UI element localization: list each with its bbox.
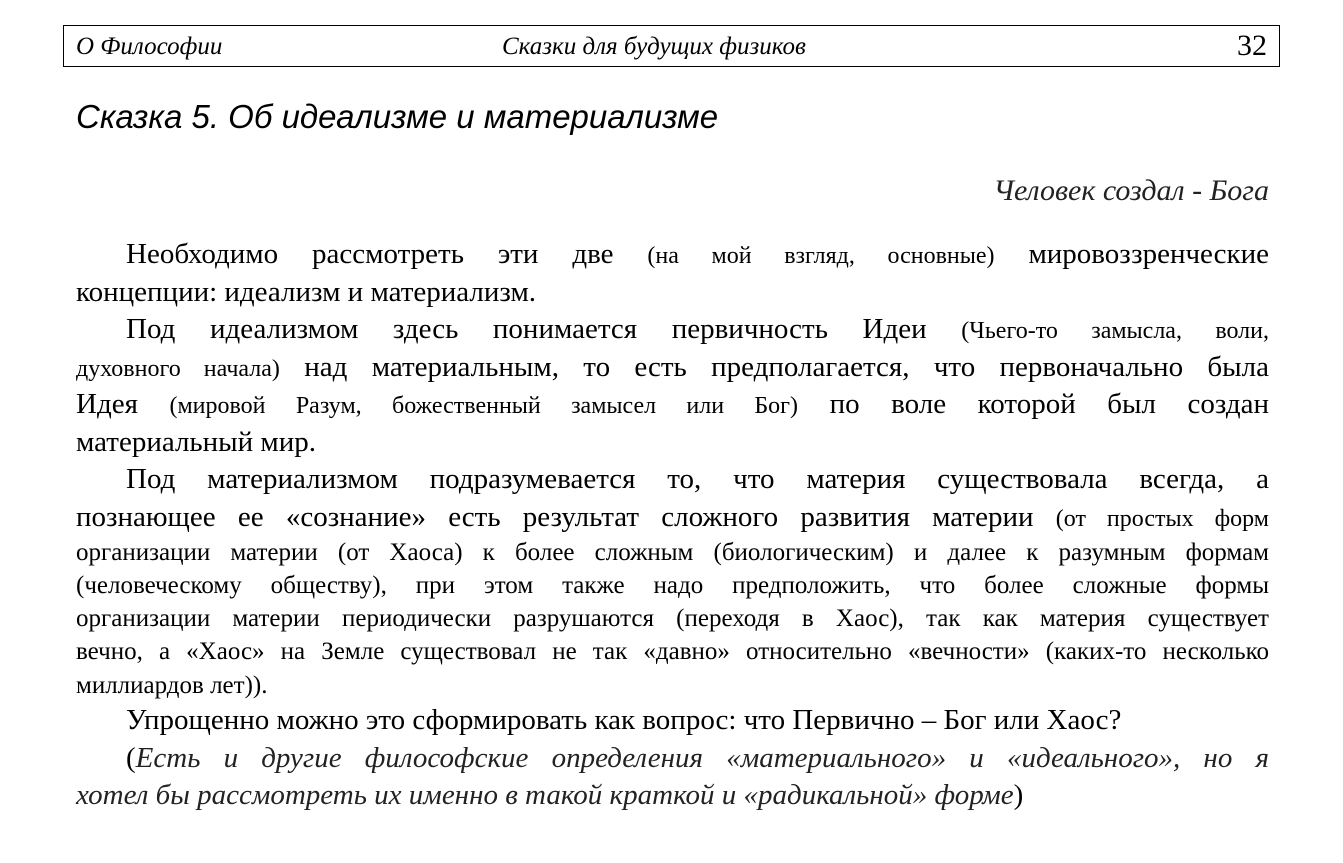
text-line: концепции: идеализм и материализм.	[76, 275, 537, 308]
text-line: хотел бы рассмотреть их именно в такой краткой и «радикальной» форме)	[76, 779, 1024, 811]
text-line: вечно, а «Хаос» на Земле существовал не так «давно» относительно «вечности» (каких-то несколько	[76, 638, 1269, 665]
text-line: организации материи периодически разрушаются (переходя в Хаос), так как материя существует	[76, 605, 1269, 632]
text-line: (Есть и другие философские определения «материального» и «идеального», но я	[126, 741, 1269, 774]
text-line: духовного начала) над материальным, то есть предполагается, что первоначально была	[76, 350, 1269, 383]
text-line: Идея (мировой Разум, божественный замысел или Бог) по воле которой был создан	[76, 388, 1269, 420]
body-text	[76, 236, 1269, 815]
text-line: миллиардов лет)).	[76, 671, 268, 699]
header-book-title: Сказки для будущих физиков	[502, 33, 806, 60]
chapter-title: Сказка 5. Об идеализме и материализме	[76, 98, 719, 135]
text-line: познающее ее «сознание» есть результат сложного развития материи (от простых форм	[76, 500, 1269, 533]
text-line: Упрощенно можно это сформировать как вопрос: что Первично – Бог или Хаос?	[126, 704, 1122, 736]
text-line: материальный мир.	[76, 425, 317, 458]
page-header	[63, 25, 1280, 67]
text-line: Необходимо рассмотреть эти две (на мой взгляд, основные) мировоззренческие	[126, 238, 1269, 270]
text-line: Под материализмом подразумевается то, что материя существовала всегда, а	[126, 463, 1269, 495]
text-line: (человеческому обществу), при этом также надо предположить, что более сложные формы	[76, 572, 1269, 599]
text-line: Под идеализмом здесь понимается первичность Идеи (Чьего-то замысла, воли,	[126, 313, 1269, 345]
epigraph: Человек создал - Бога	[993, 174, 1269, 207]
text-line: организации материи (от Хаоса) к более сложным (биологическим) и далее к разумным формам	[76, 539, 1269, 566]
page-number: 32	[1237, 29, 1267, 62]
header-section-title: О Философии	[76, 33, 223, 60]
